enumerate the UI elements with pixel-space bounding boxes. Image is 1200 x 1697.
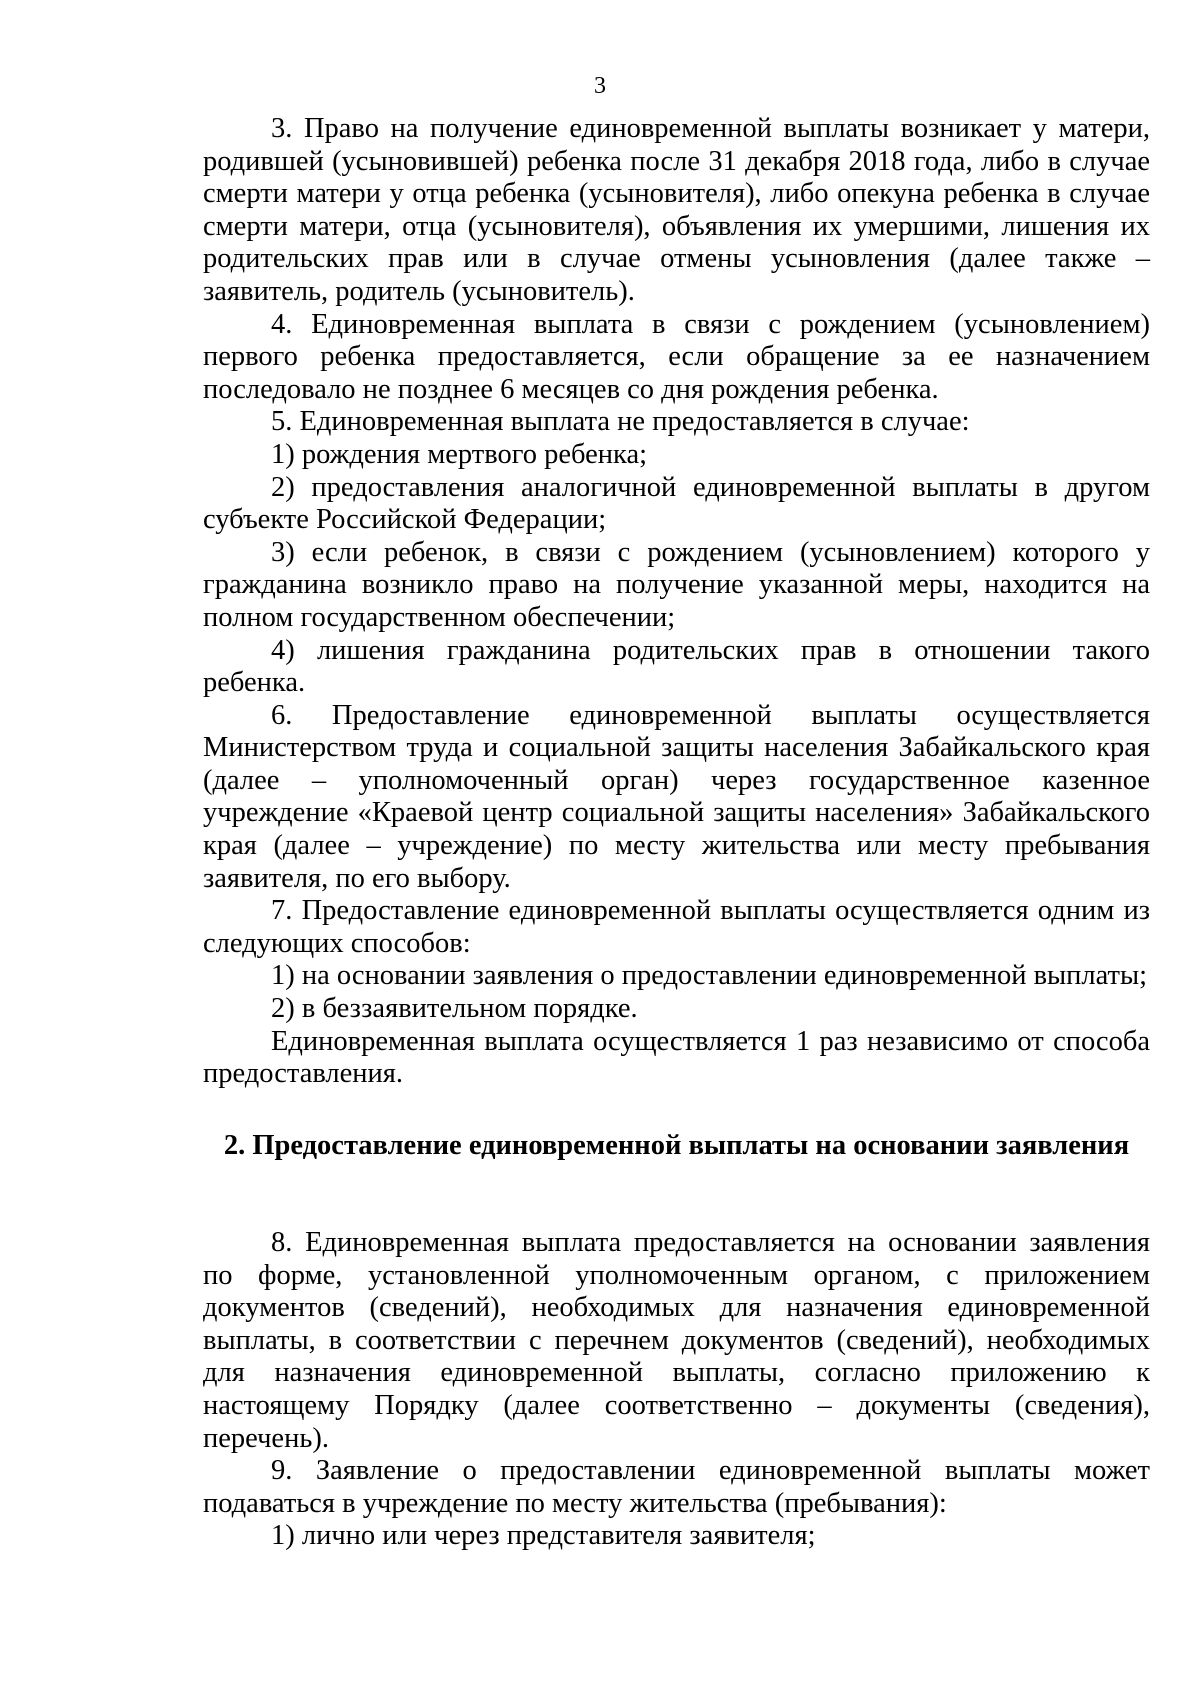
paragraph-subitem-5-4: 4) лишения гражданина родительских прав в отношении такого ребенка. xyxy=(203,634,1150,699)
paragraph-subitem-7-1: 1) на основании заявления о предоставлении единовременной выплаты; xyxy=(271,960,1148,992)
paragraph-item-7: 7. Предоставление единовременной выплаты осуществляется одним из следующих способов: xyxy=(203,895,1150,959)
paragraph-item-4: 4. Единовременная выплата в связи с рождением (усыновлением) первого ребенка предоставляется, если обращение за ее назначением последовало не позднее 6 месяцев со дня рождения ребенка. xyxy=(203,308,1150,405)
paragraph-item-7-note: Единовременная выплата осуществляется 1 раз независимо от способа предоставления. xyxy=(203,1025,1150,1090)
body-text-after-section xyxy=(203,1227,1150,1553)
section-heading: 2. Предоставление единовременной выплаты на основании заявления xyxy=(223,1130,1130,1161)
paragraph-subitem-5-1: 1) рождения мертвого ребенка; xyxy=(271,438,648,470)
paragraph-subitem-5-3: 3) если ребенок, в связи с рождением (усыновлением) которого у гражданина возникло право на получение указанной меры, находится на полном государственном обеспечении; xyxy=(203,536,1150,633)
paragraph-item-8: 8. Единовременная выплата предоставляется на основании заявления по форме, установленной уполномоченным органом, с приложением документов (сведений), необходимых для назначения единовременной выплаты, в соответствии с перечнем документов (сведений), необходимых для назначения единовременной выплаты, согласно приложению к настоящему Порядку (далее соответственно – документы (сведения), перечень). xyxy=(203,1227,1150,1454)
paragraph-subitem-5-2: 2) предоставления аналогичной единовременной выплаты в другом субъекте Российской Федерации; xyxy=(203,471,1150,536)
body-text-before-section xyxy=(203,113,1150,1091)
paragraph-subitem-7-2: 2) в беззаявительном порядке. xyxy=(271,993,638,1025)
paragraph-item-6: 6. Предоставление единовременной выплаты осуществляется Министерством труда и социальной защиты населения Забайкальского края (далее – уполномоченный орган) через государственное казенное учреждение «Краевой центр социальной защиты населения» Забайкальского края (далее – учреждение) по месту жительства или месту пребывания заявителя, по его выбору. xyxy=(203,699,1150,894)
paragraph-item-5: 5. Единовременная выплата не предоставляется в случае: xyxy=(271,406,970,438)
paragraph-item-3: 3. Право на получение единовременной выплаты возникает у матери, родившей (усыновившей) ребенка после 31 декабря 2018 года, либо в случае смерти матери у отца ребенка (усыновителя), либо опекуна ребенка в случае смерти матери, отца (усыновителя), объявления их умершими, лишения их родительских прав или в случае отмены усыновления (далее также – заявитель, родитель (усыновитель). xyxy=(203,113,1150,307)
paragraph-item-9: 9. Заявление о предоставлении единовременной выплаты может подаваться в учреждение по месту жительства (пребывания): xyxy=(203,1455,1150,1519)
paragraph-subitem-9-1: 1) лично или через представителя заявителя; xyxy=(271,1520,816,1552)
page-number: 3 xyxy=(594,73,606,99)
